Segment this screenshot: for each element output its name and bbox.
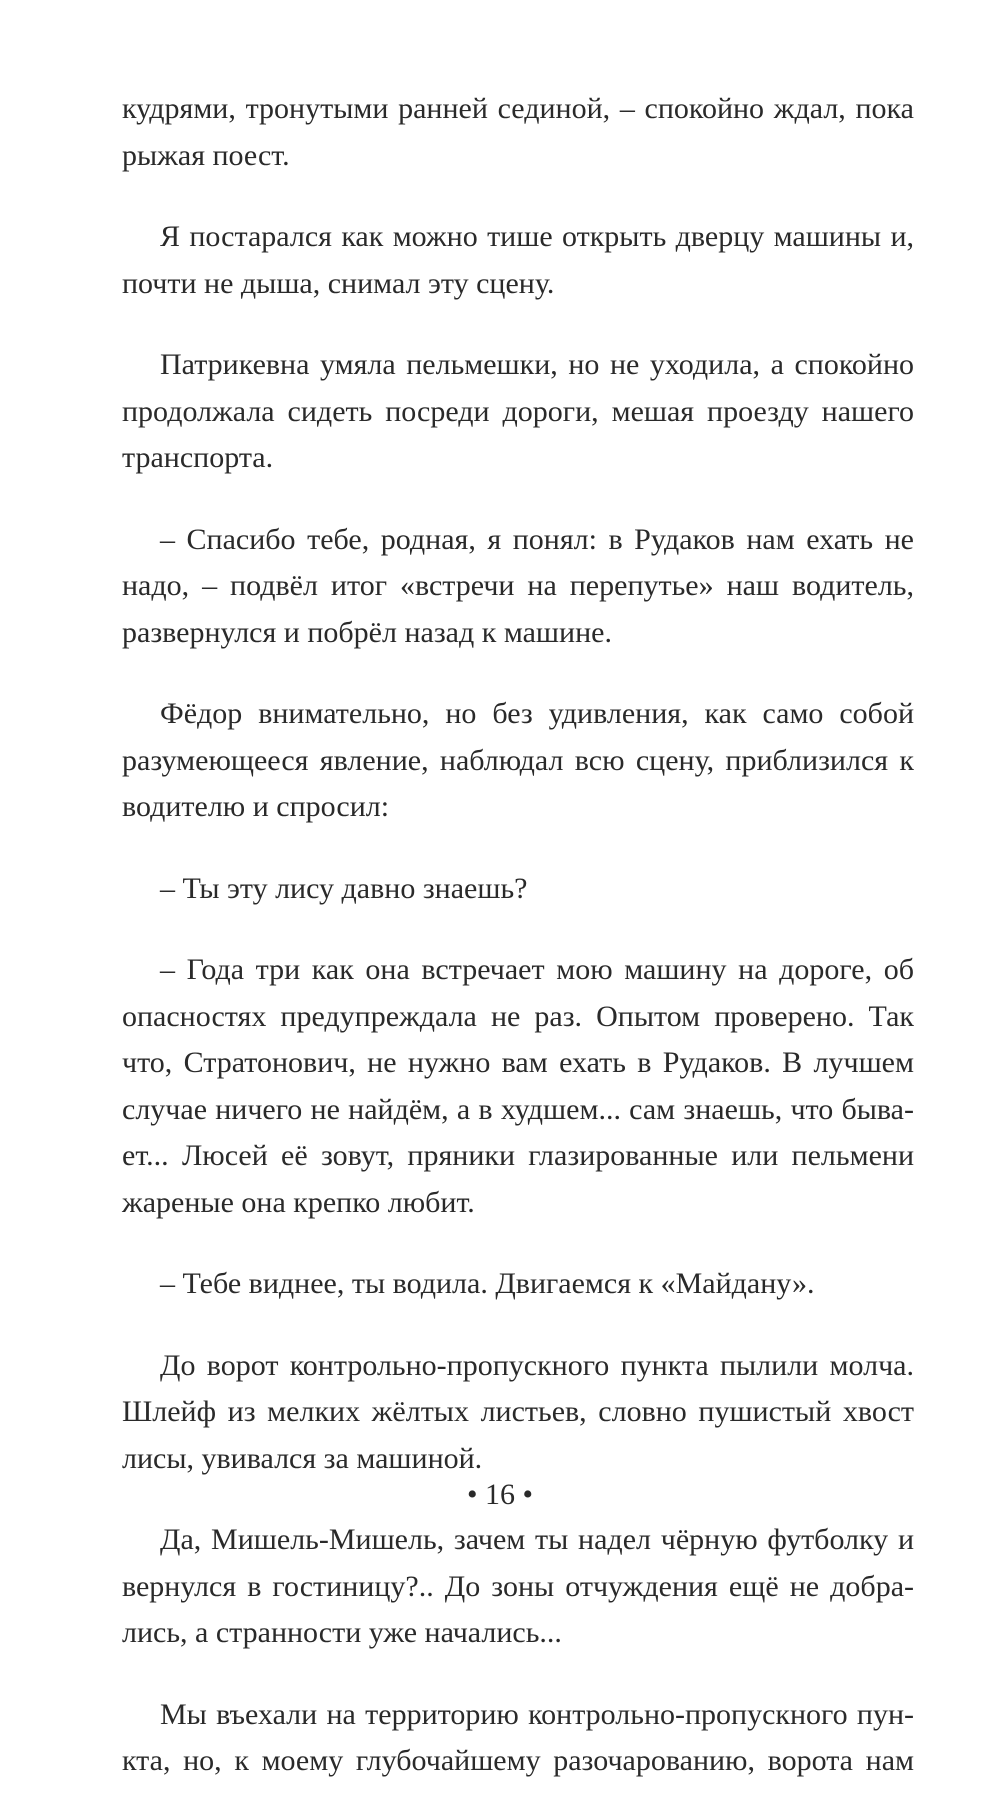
text-line: почти не дыша, снимал эту сцену. xyxy=(122,266,555,300)
text-line: разумеющееся явление, наблюдал всю сцену, приблизился к xyxy=(122,743,914,777)
text-line: – Тебе виднее, ты водила. Двигаемся к «Майдану». xyxy=(160,1267,815,1300)
paragraph xyxy=(122,1261,914,1308)
text-line: ет... Люсей её зовут, пряники глазированные или пельмени xyxy=(122,1139,914,1172)
paragraph xyxy=(122,1343,914,1483)
text-line: До ворот контрольно-пропускного пункта пылили молча. xyxy=(160,1348,914,1382)
paragraph xyxy=(122,1692,914,1785)
text-line: случае ничего не найдём, а в худшем... сам знаешь, что быва- xyxy=(122,1092,914,1126)
text-line: надо, – подвёл итог «встречи на перепутье» наш водитель, xyxy=(122,569,914,602)
text-line: опасностях предупреждала не раз. Опытом проверено. Так xyxy=(122,999,914,1033)
text-line: лись, а странности уже начались... xyxy=(122,1616,562,1649)
paragraph xyxy=(122,517,914,657)
paragraph xyxy=(122,214,914,307)
paragraph xyxy=(122,691,914,831)
text-line: транспорта. xyxy=(122,441,274,474)
text-line: Мы въехали на территорию контрольно-пропускного пун- xyxy=(160,1697,914,1731)
text-line: – Ты эту лису давно знаешь? xyxy=(160,871,528,905)
paragraph xyxy=(122,866,914,913)
text-line: жареные она крепко любит. xyxy=(122,1185,475,1219)
text-line: водителю и спросил: xyxy=(122,790,390,823)
text-line: что, Стратонович, не нужно вам ехать в Рудаков. В лучшем xyxy=(122,1046,914,1079)
text-line: Патрикевна умяла пельмешки, но не уходила, а спокойно xyxy=(160,348,914,381)
paragraph xyxy=(122,86,914,179)
text-line: продолжала сидеть посреди дороги, мешая проезду нашего xyxy=(122,394,914,428)
text-line: кудрями, тронутыми ранней сединой, – спокойно ждал, пока xyxy=(122,92,914,125)
text-line: – Спасибо тебе, родная, я понял: в Рудаков нам ехать не xyxy=(160,522,914,556)
text-line: кта, но, к моему глубочайшему разочарованию, ворота нам xyxy=(122,1744,914,1777)
paragraph xyxy=(122,947,914,1226)
paragraph xyxy=(122,1517,914,1657)
text-line: развернулся и побрёл назад к машине. xyxy=(122,615,612,649)
text-line: Фёдор внимательно, но без удивления, как само собой xyxy=(160,697,914,730)
text-line: лисы, увивался за машиной. xyxy=(122,1441,483,1475)
text-line: рыжая поест. xyxy=(122,138,290,172)
page-number: • 16 • xyxy=(466,1478,533,1511)
text-line: – Года три как она встречает мою машину на дороге, об xyxy=(160,953,914,986)
page-body xyxy=(122,86,914,1820)
paragraph xyxy=(122,342,914,482)
text-line: Да, Мишель-Мишель, зачем ты надел чёрную футболку и xyxy=(160,1523,914,1556)
text-line: вернулся в гостиницу?.. До зоны отчуждения ещё не добра- xyxy=(122,1569,914,1603)
text-line: Я постарался как можно тише открыть дверцу машины и, xyxy=(160,220,914,253)
text-line: Шлейф из мелких жёлтых листьев, словно пушистый хвост xyxy=(122,1395,914,1428)
